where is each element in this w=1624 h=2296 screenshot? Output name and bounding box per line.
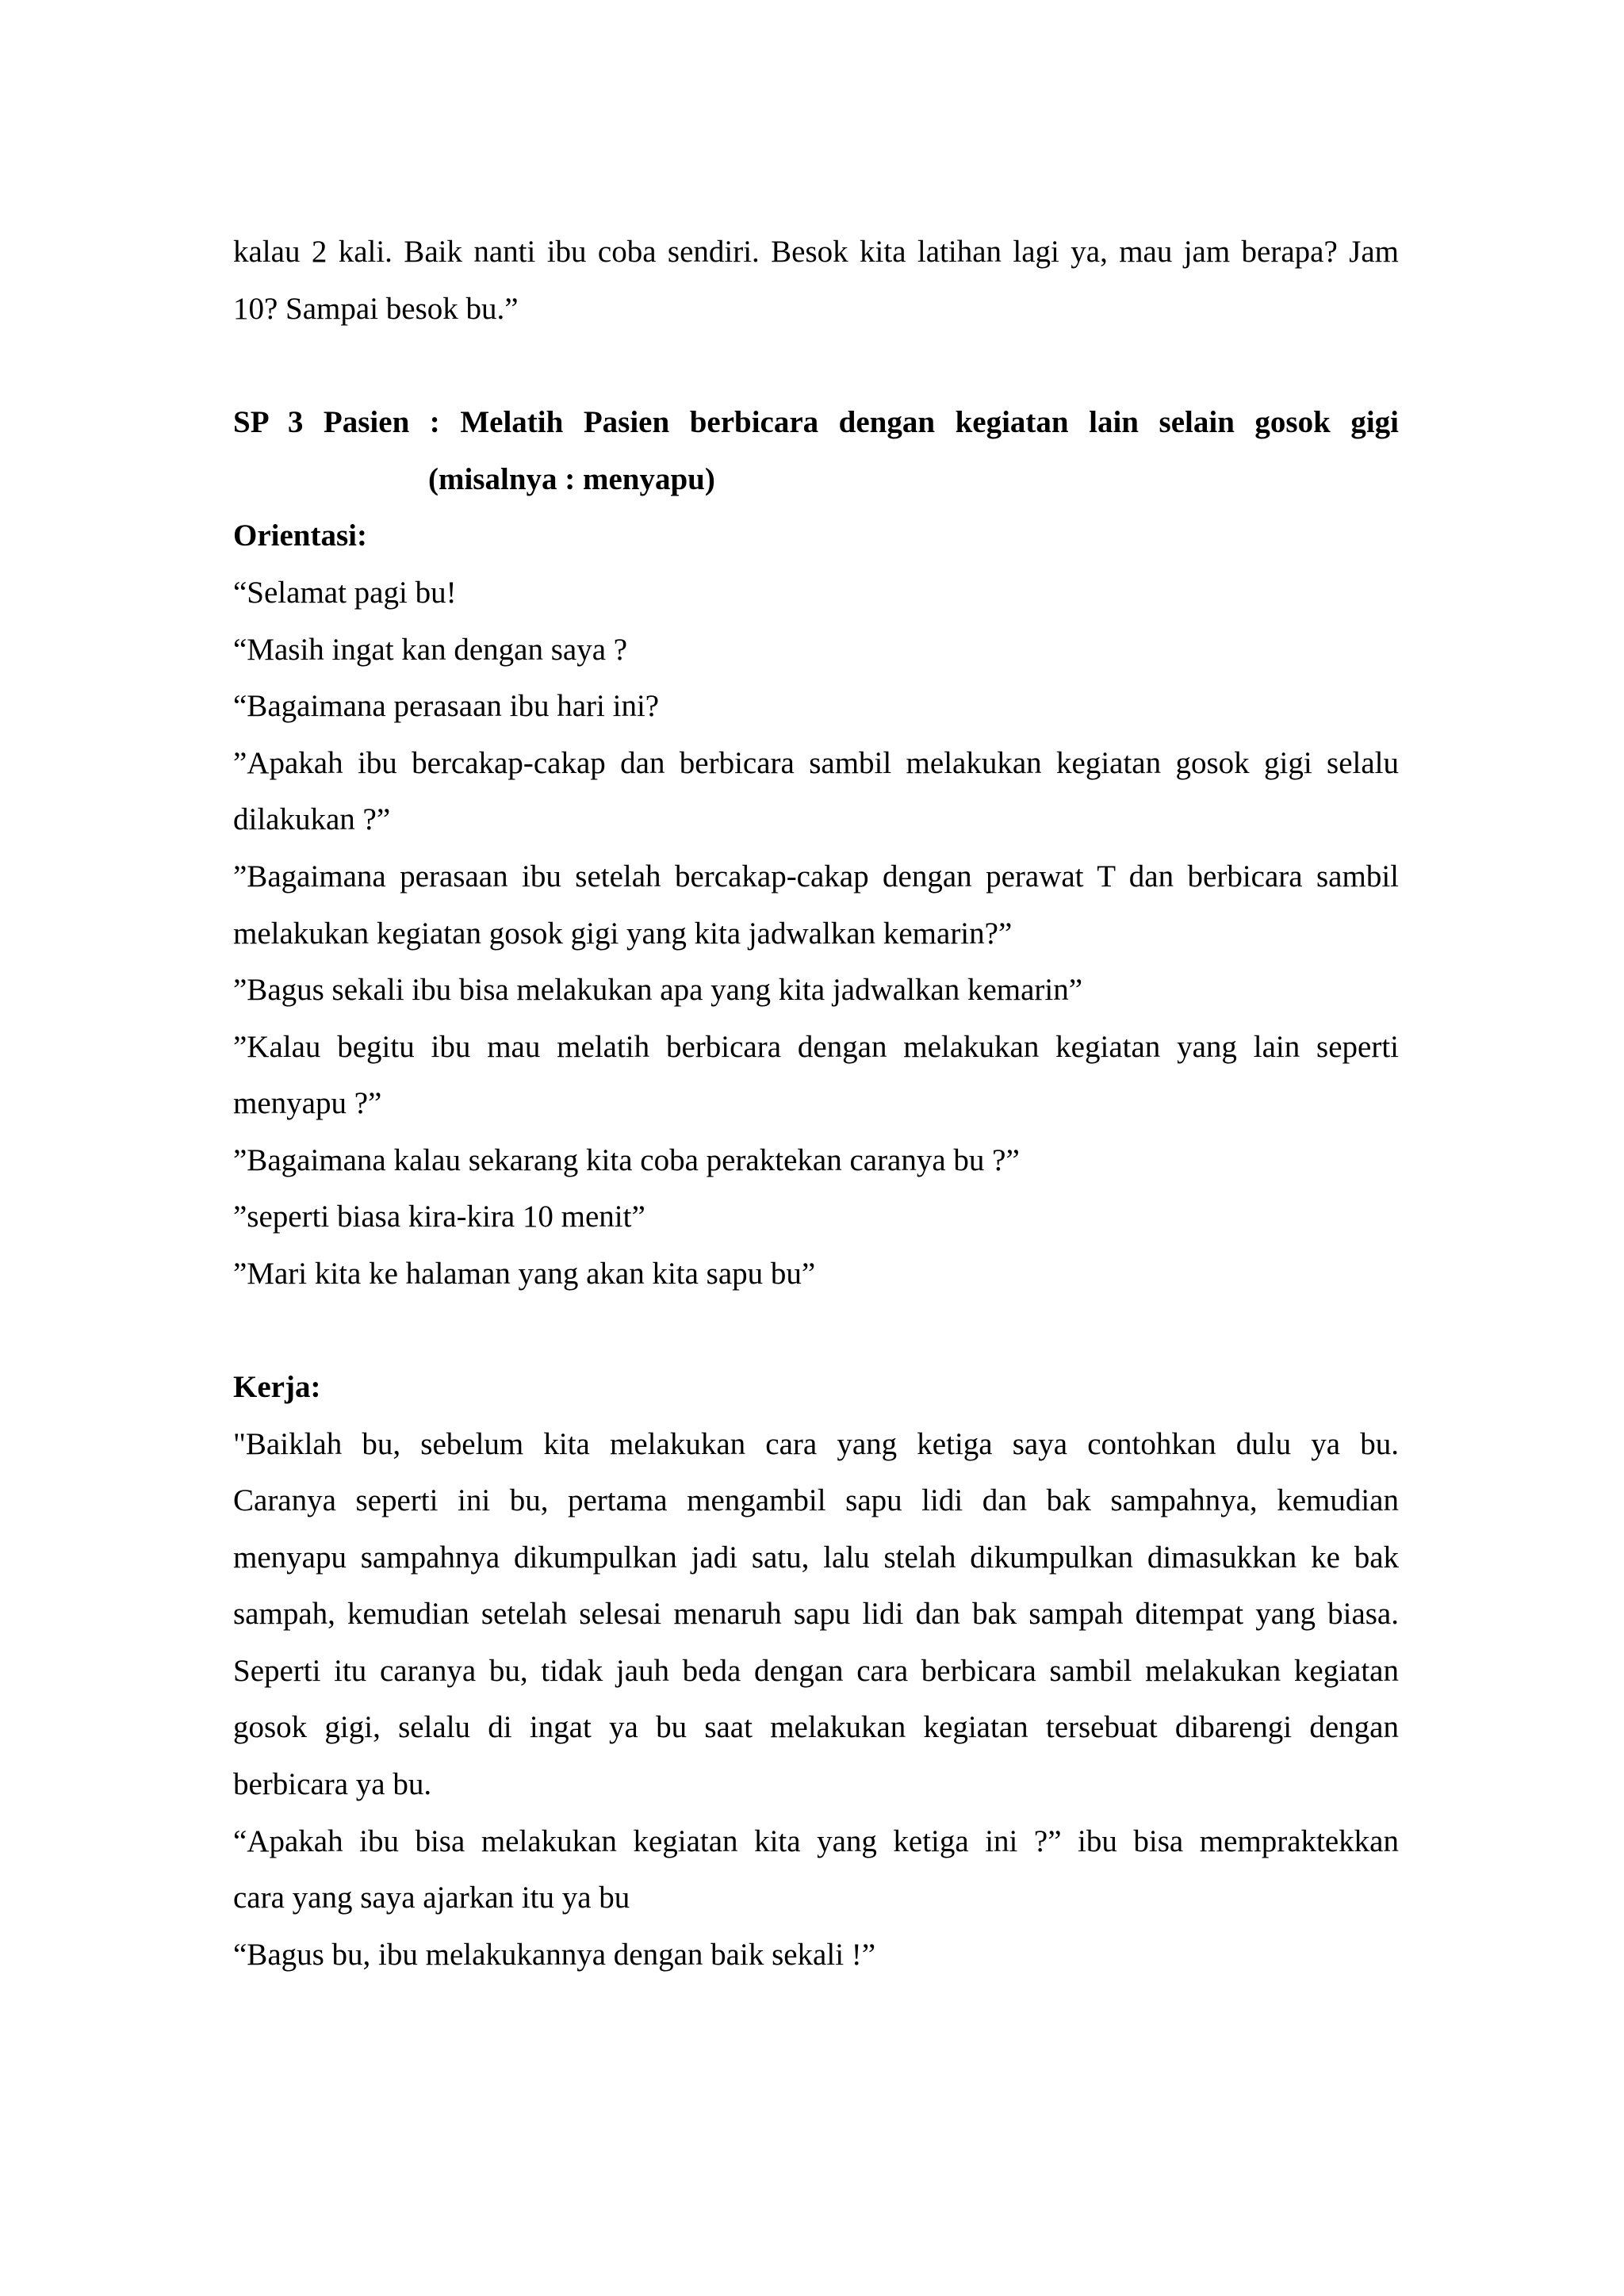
paragraph-line: “Apakah ibu bisa melakukan kegiatan kita yang ketiga ini ?” ibu bisa mempraktekkan	[233, 1824, 1399, 1858]
dialogue-line: “Bagaimana perasaan ibu hari ini?	[233, 689, 660, 723]
paragraph-line: "Baiklah bu, sebelum kita melakukan cara yang ketiga saya contohkan dulu ya bu.	[233, 1427, 1399, 1461]
section-heading-continuation: (misalnya : menyapu)	[428, 462, 715, 496]
paragraph-line: cara yang saya ajarkan itu ya bu	[233, 1881, 630, 1915]
paragraph-line: kalau 2 kali. Baik nanti ibu coba sendiri. Besok kita latihan lagi ya, mau jam berapa? Jam	[233, 235, 1399, 269]
dialogue-line: ”Kalau begitu ibu mau melatih berbicara dengan melakukan kegiatan yang lain seperti	[233, 1030, 1399, 1064]
dialogue-line: ”Bagaimana perasaan ibu setelah bercakap-cakap dengan perawat T dan berbicara sambil	[233, 859, 1399, 894]
kerja-heading: Kerja:	[233, 1370, 321, 1404]
paragraph-line: gosok gigi, selalu di ingat ya bu saat melakukan kegiatan tersebuat dibarengi dengan	[233, 1710, 1399, 1744]
orientasi-heading: Orientasi:	[233, 519, 367, 553]
dialogue-line: ”seperti biasa kira-kira 10 menit”	[233, 1200, 645, 1234]
paragraph-line: Seperti itu caranya bu, tidak jauh beda dengan cara berbicara sambil melakukan kegiatan	[233, 1654, 1399, 1688]
dialogue-line: menyapu ?”	[233, 1086, 382, 1120]
paragraph-line: berbicara ya bu.	[233, 1767, 432, 1801]
dialogue-line: ”Apakah ibu bercakap-cakap dan berbicara sambil melakukan kegiatan gosok gigi selalu	[233, 746, 1399, 780]
dialogue-line: “Selamat pagi bu!	[233, 576, 457, 610]
paragraph-line: sampah, kemudian setelah selesai menaruh sapu lidi dan bak sampah ditempat yang biasa.	[233, 1597, 1399, 1631]
dialogue-line: ”Mari kita ke halaman yang akan kita sapu bu”	[233, 1257, 816, 1291]
paragraph-line: 10? Sampai besok bu.”	[233, 292, 519, 326]
paragraph-line: Caranya seperti ini bu, pertama mengambil sapu lidi dan bak sampahnya, kemudian	[233, 1483, 1399, 1517]
dialogue-line: ”Bagus sekali ibu bisa melakukan apa yang kita jadwalkan kemarin”	[233, 973, 1083, 1007]
dialogue-line: “Masih ingat kan dengan saya ?	[233, 633, 628, 667]
paragraph-line: “Bagus bu, ibu melakukannya dengan baik sekali !”	[233, 1938, 876, 1972]
dialogue-line: dilakukan ?”	[233, 802, 391, 836]
section-heading: SP 3 Pasien : Melatih Pasien berbicara dengan kegiatan lain selain gosok gigi	[233, 405, 1399, 439]
paragraph-line: menyapu sampahnya dikumpulkan jadi satu, lalu stelah dikumpulkan dimasukkan ke bak	[233, 1540, 1399, 1575]
dialogue-line: ”Bagaimana kalau sekarang kita coba peraktekan caranya bu ?”	[233, 1143, 1020, 1177]
dialogue-line: melakukan kegiatan gosok gigi yang kita jadwalkan kemarin?”	[233, 916, 1013, 951]
